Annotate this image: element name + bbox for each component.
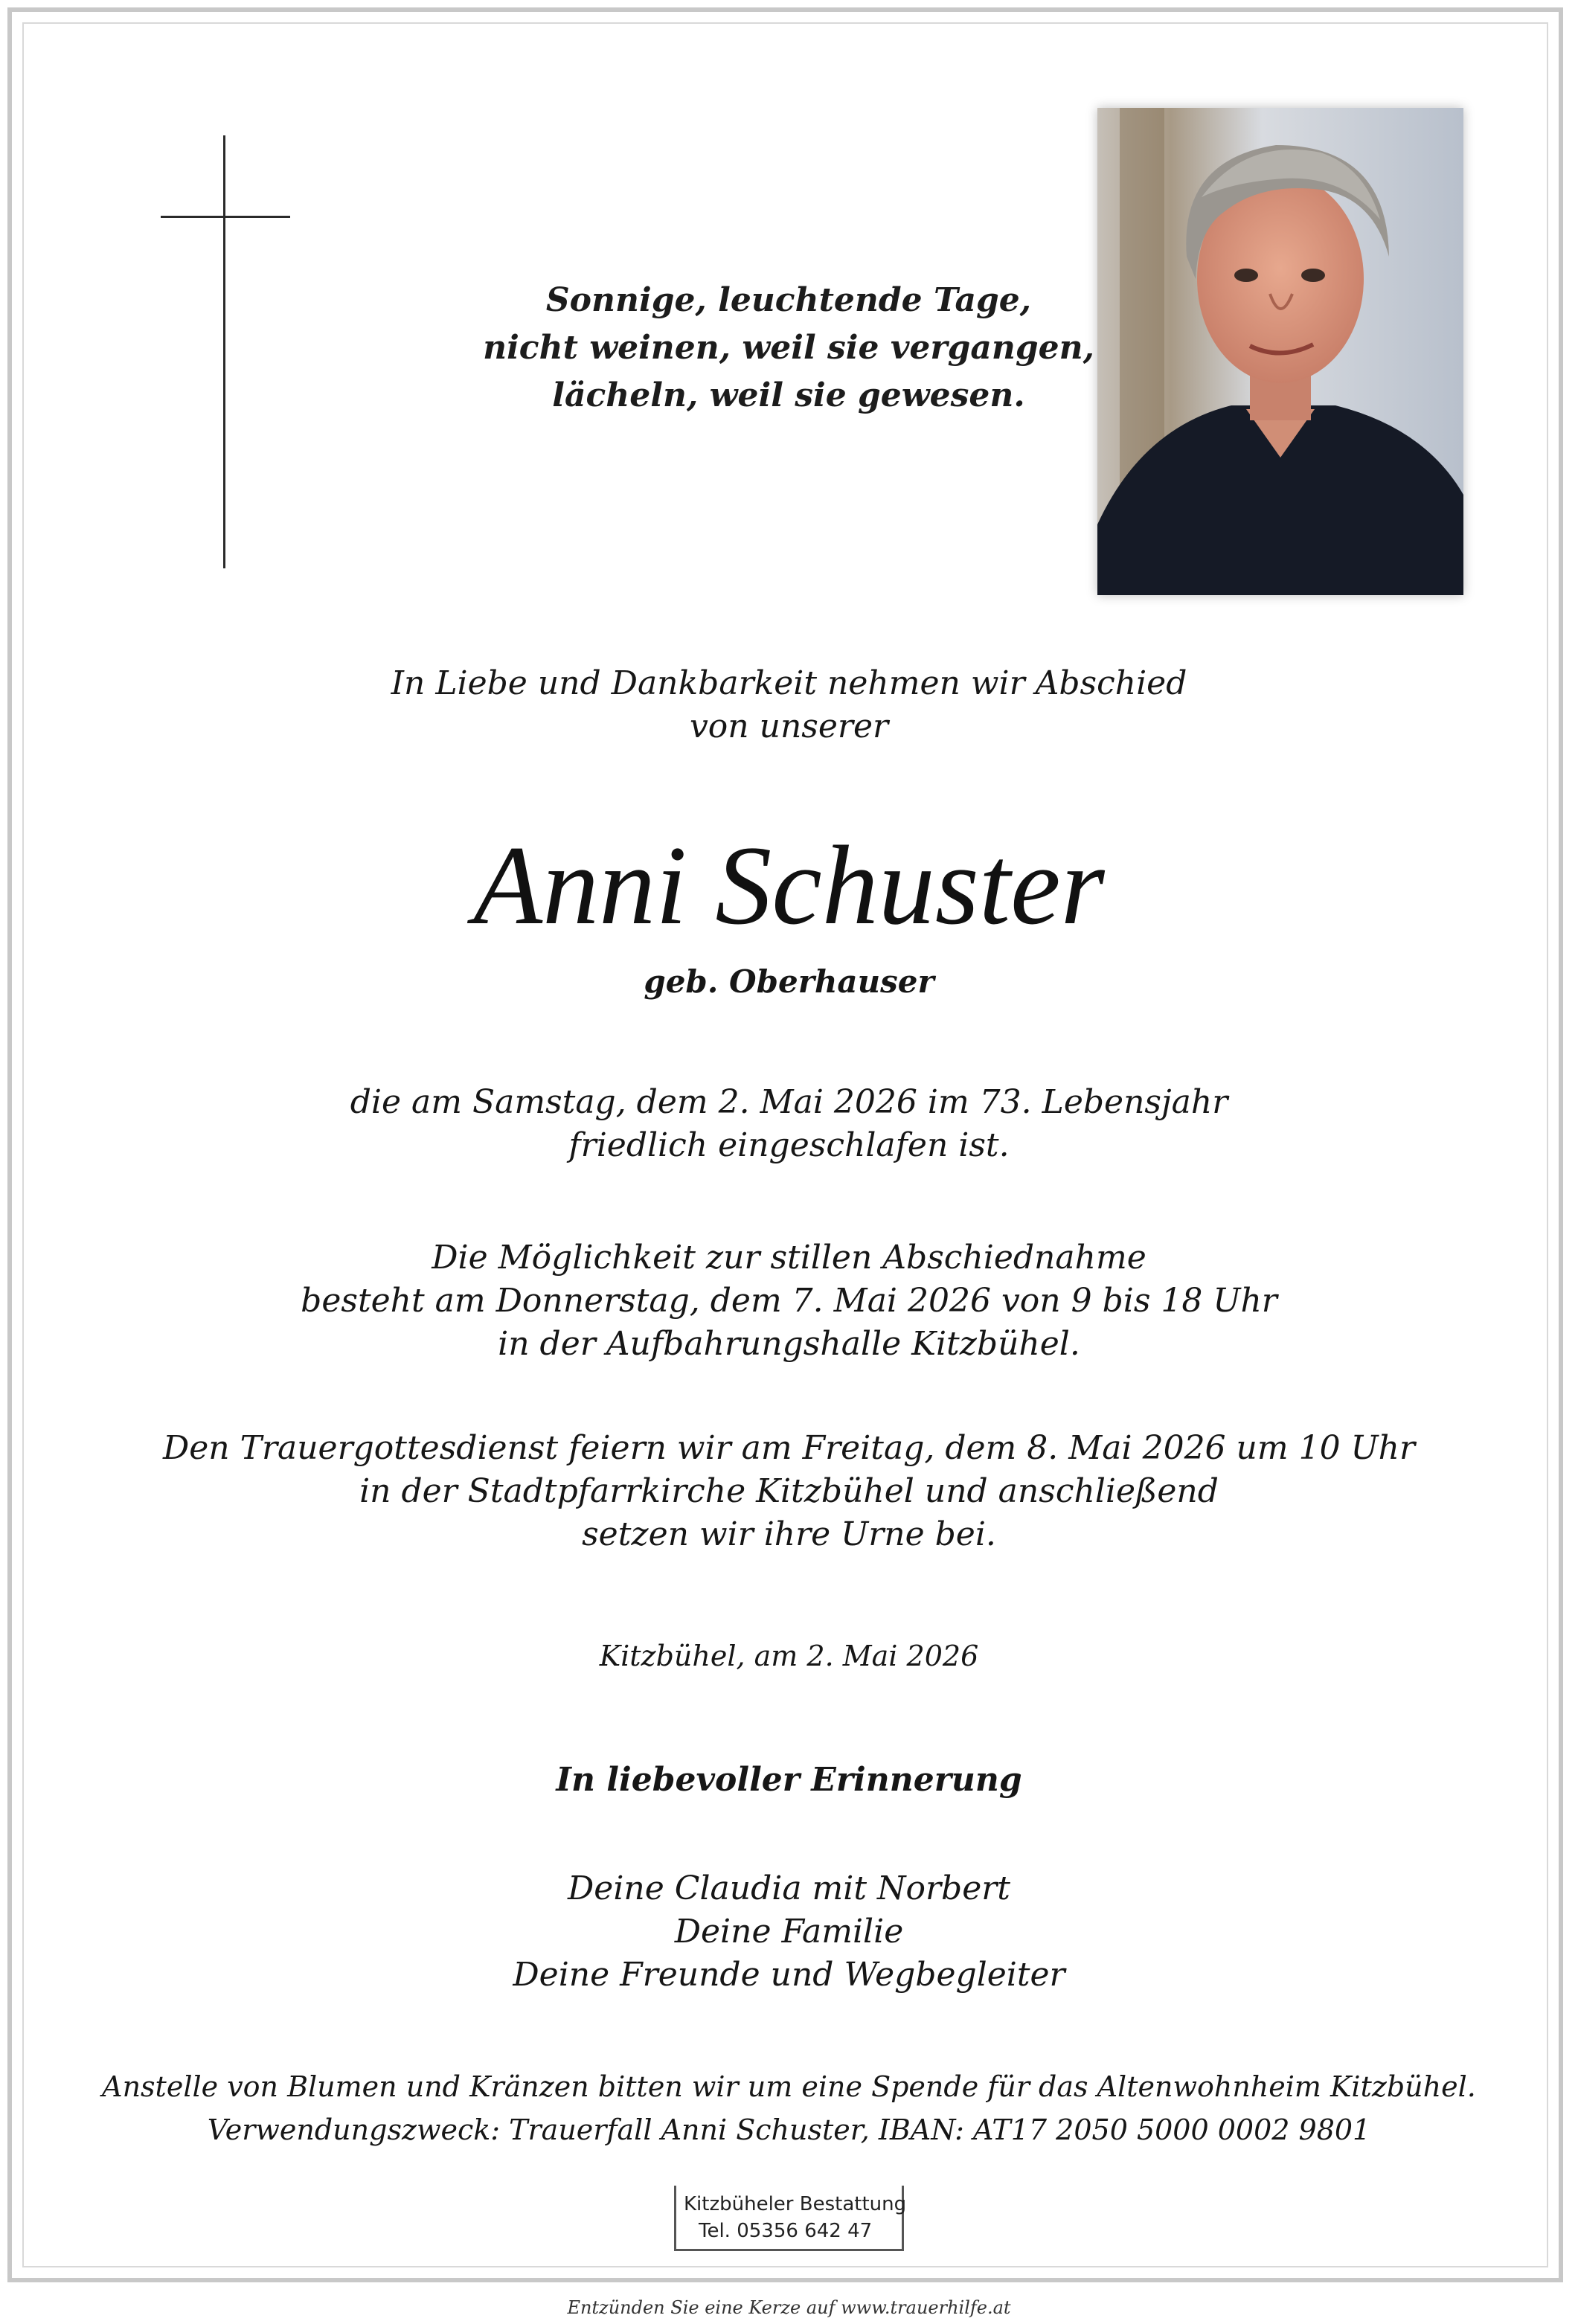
funeral-line: Den Trauergottesdienst feiern wir am Freitag, dem 8. Mai 2026 um 10 Uhr <box>162 1429 1416 1467</box>
death-notice <box>74 1081 1504 1167</box>
donation-line: Verwendungszweck: Trauerfall Anni Schuster, IBAN: AT17 2050 5000 0002 9801 <box>207 2113 1371 2146</box>
mourners-list <box>74 1867 1504 1997</box>
poem-line: Sonnige, leuchtende Tage, <box>545 281 1032 319</box>
funeral-notice <box>74 1427 1504 1556</box>
funeral-line: setzen wir ihre Urne bei. <box>582 1515 996 1553</box>
footer-link[interactable]: Entzünden Sie eine Kerze auf www.trauerhilfe.at <box>567 2297 1011 2318</box>
logo-name: Kitzbüheler Bestattung <box>684 2193 907 2215</box>
funeral-line: in der Stadtpfarrkirche Kitzbühel und anschließend <box>359 1472 1219 1510</box>
maiden-name: geb. Oberhauser <box>644 963 934 1000</box>
deceased-name: Anni Schuster <box>473 823 1105 948</box>
mourner-line: Deine Freunde und Wegbegleiter <box>513 1956 1065 1994</box>
portrait-photo <box>1097 108 1463 595</box>
viewing-line: in der Aufbahrungshalle Kitzbühel. <box>498 1325 1080 1363</box>
logo-phone: Tel. 05356 642 47 <box>699 2220 873 2242</box>
intro-line: von unserer <box>689 707 889 745</box>
viewing-line: besteht am Donnerstag, dem 7. Mai 2026 von 9 bis 18 Uhr <box>301 1282 1277 1320</box>
donation-notice <box>74 2065 1504 2151</box>
death-line: friedlich eingeschlafen ist. <box>568 1126 1010 1164</box>
mourner-line: Deine Familie <box>674 1913 904 1951</box>
death-line: die am Samstag, dem 2. Mai 2026 im 73. Lebensjahr <box>350 1083 1228 1121</box>
place-date: Kitzbühel, am 2. Mai 2026 <box>599 1640 979 1672</box>
viewing-notice <box>74 1236 1504 1366</box>
donation-line: Anstelle von Blumen und Kränzen bitten wir um eine Spende für das Altenwohnheim Kitzbühel. <box>102 2070 1476 2103</box>
cross-icon <box>161 135 290 568</box>
poem-line: nicht weinen, weil sie vergangen, <box>483 329 1094 367</box>
mourner-line: Deine Claudia mit Norbert <box>568 1869 1010 1907</box>
viewing-line: Die Möglichkeit zur stillen Abschiednahme <box>432 1239 1146 1277</box>
farewell-intro <box>74 662 1504 748</box>
intro-line: In Liebe und Dankbarkeit nehmen wir Abschied <box>391 664 1187 702</box>
funeral-home-logo <box>674 2186 907 2251</box>
memory-heading: In liebevoller Erinnerung <box>556 1761 1022 1799</box>
poem-line: lächeln, weil sie gewesen. <box>552 376 1025 414</box>
